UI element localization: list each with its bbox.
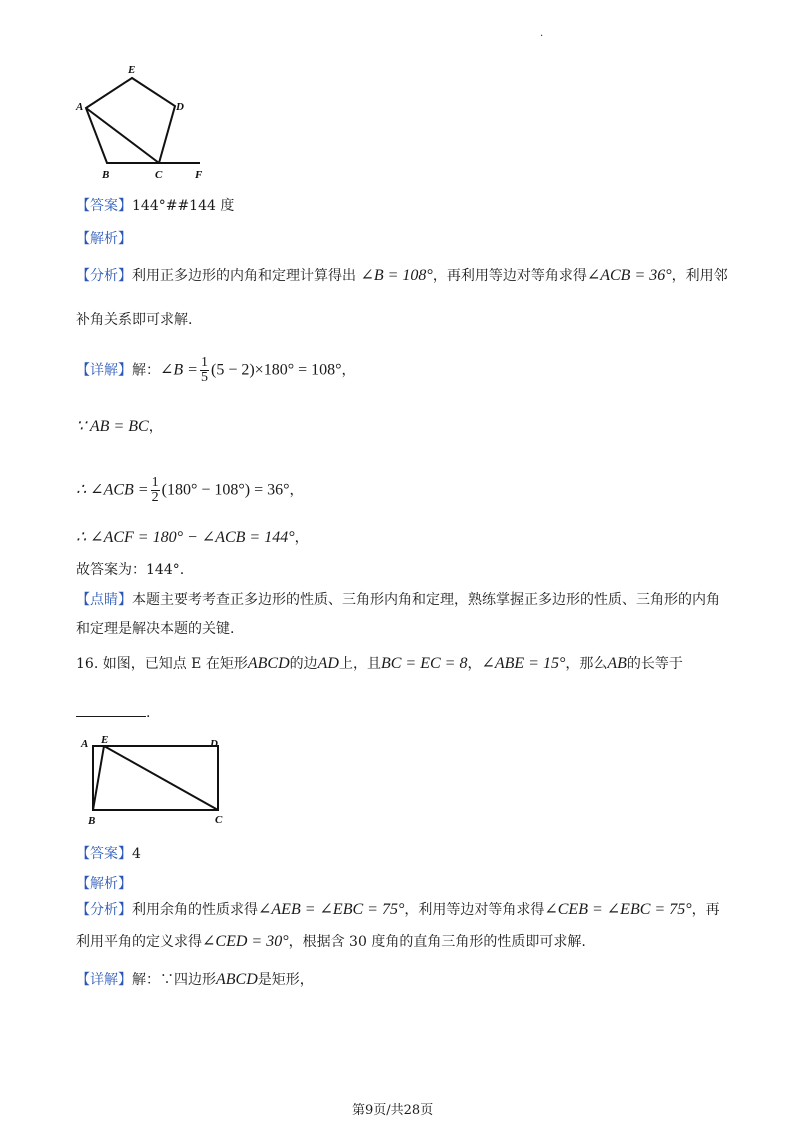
math-expr: ∠ABE = 15° [481, 655, 566, 672]
fenxi-text: 利用平角的定义求得 [76, 934, 202, 950]
label-c: C [215, 814, 223, 826]
pentagon-outline [86, 78, 175, 163]
math-expr: (5 − 2)×180° = 108° [210, 361, 342, 379]
q16-fenxi-line2 [76, 932, 586, 952]
detail-text: 是矩形， [257, 972, 314, 988]
math-expr: ABCD [247, 655, 290, 672]
fenxi-text: ，利用等边对等角求得 [404, 902, 545, 918]
fenxi-text: ，再 [691, 902, 720, 918]
answer-value: 4 [132, 846, 141, 862]
math-expr: ∴ ∠ACB = [76, 481, 149, 499]
fraction-denominator: 5 [200, 370, 208, 385]
label-e: E [101, 734, 109, 746]
label-d: D [176, 101, 184, 113]
q16-detail-line [76, 970, 314, 990]
punct: . [146, 705, 151, 721]
answer-tag: 【答案】 [76, 846, 132, 862]
header-mark: . [540, 28, 544, 39]
q15-step3 [76, 476, 304, 505]
fenxi-text: ，利用邻 [671, 268, 728, 284]
dianjing-tag: 【点睛】 [76, 592, 132, 608]
math-expr: ∠CEB = ∠EBC = 75° [544, 901, 692, 918]
detail-tag: 【详解】 [76, 362, 132, 379]
math-expr: ∵ AB = BC [76, 418, 149, 435]
punct: ， [148, 419, 163, 435]
label-d: D [210, 738, 218, 750]
label-b: B [88, 815, 96, 827]
math-expr: ∠AEB = ∠EBC = 75° [258, 901, 405, 918]
fraction-numerator: 1 [200, 355, 208, 370]
q16-question-line1 [76, 654, 683, 674]
q15-dianjing-line1 [76, 590, 720, 610]
q15-fenxi-line2: 补角关系即可求解. [76, 312, 193, 328]
answer-value: 144°##144 度 [132, 198, 235, 214]
detail-text: 解： [132, 362, 160, 379]
fenxi-text: ，再利用等边对等角求得 [432, 268, 587, 284]
fenxi-tag: 【分析】 [76, 902, 132, 918]
figure-rectangle [76, 732, 236, 827]
question-text: 的边 [289, 656, 318, 672]
answer-blank [76, 702, 146, 717]
math-expr: ∠B = [160, 361, 198, 379]
punct: ， [289, 482, 304, 499]
fraction-numerator: 1 [151, 475, 159, 490]
fraction [151, 476, 160, 505]
segment-ec [104, 746, 218, 810]
punct: ， [294, 530, 309, 546]
math-expr: AB [607, 655, 627, 672]
question-text: ，那么 [565, 656, 608, 672]
math-expr: ∴ ∠ACF = 180° − ∠ACB = 144° [76, 529, 295, 546]
math-expr: ∠CED = 30° [202, 933, 289, 950]
q15-step2 [76, 417, 163, 437]
q15-step4 [76, 528, 309, 548]
q15-answer-line [76, 196, 234, 216]
math-expr: (180° − 108°) = 36° [161, 481, 290, 499]
detail-tag: 【详解】 [76, 972, 132, 988]
math-expr: AD [317, 655, 339, 672]
label-a: A [81, 738, 89, 750]
math-expr: ABCD [216, 971, 258, 988]
label-a: A [76, 101, 84, 113]
fenxi-text: ，根据含 30 度角的直角三角形的性质即可求解. [288, 934, 586, 950]
answer-tag: 【答案】 [76, 198, 132, 214]
q16-answer-line [76, 844, 141, 864]
q15-conclusion: 故答案为：144°. [76, 562, 185, 578]
question-text: 上，且 [338, 656, 381, 672]
fenxi-text: 利用余角的性质求得 [132, 902, 258, 918]
q16-answer-blank-line [76, 702, 150, 723]
fenxi-text: 利用正多边形的内角和定理计算得出 [132, 268, 356, 284]
math-expr: ∠ACB = 36° [586, 267, 672, 284]
label-c: C [155, 169, 163, 181]
fraction [200, 356, 209, 385]
q16-fenxi-line1 [76, 900, 720, 920]
question-text: 的长等于 [626, 656, 683, 672]
q15-fenxi-line1 [76, 266, 728, 286]
math-expr: ∠B = 108° [360, 267, 433, 284]
label-e: E [128, 64, 136, 76]
label-b: B [102, 169, 110, 181]
segment-be [93, 746, 104, 810]
fraction-denominator: 2 [151, 490, 159, 505]
page-number-footer: 第9页/共28页 [352, 1103, 434, 1118]
q15-analysis-tag: 【解析】 [76, 231, 132, 247]
q15-detail-line [76, 356, 356, 385]
question-text: ， [467, 656, 482, 672]
detail-text: 解：∵四边形 [132, 972, 216, 988]
math-expr: BC = EC = 8 [380, 655, 468, 672]
q16-analysis-tag: 【解析】 [76, 876, 132, 892]
label-f: F [195, 169, 203, 181]
q15-dianjing-line2: 和定理是解决本题的关键. [76, 621, 235, 637]
fenxi-tag: 【分析】 [76, 268, 132, 284]
punct: ， [341, 362, 356, 379]
dianjing-text: 本题主要考考查正多边形的性质、三角形内角和定理，熟练掌握正多边形的性质、三角形的内角 [132, 592, 720, 608]
question-text: 16. 如图，已知点 E 在矩形 [76, 656, 248, 672]
figure-pentagon [70, 62, 220, 187]
